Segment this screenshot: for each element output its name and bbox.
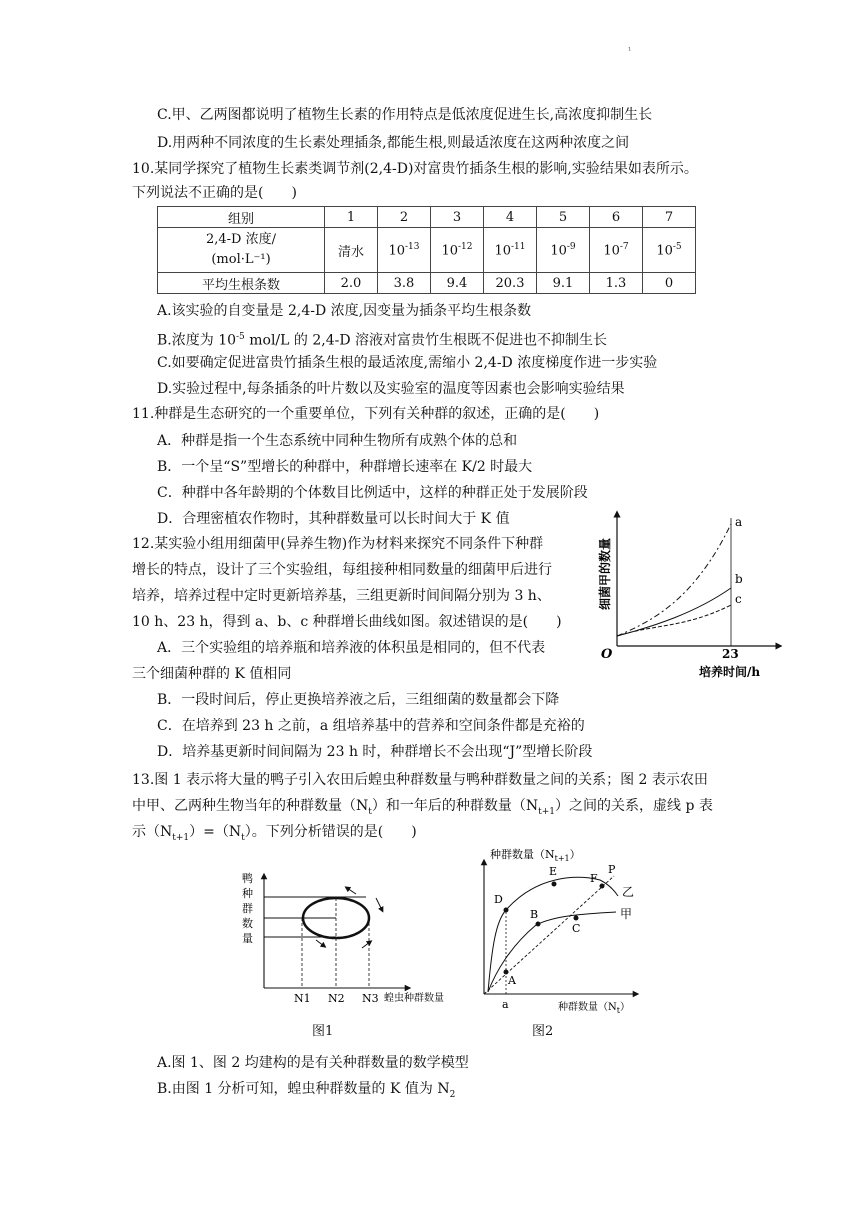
q12-growth-graph <box>595 508 785 683</box>
q13-stem-line3-c: ）=（N <box>189 824 242 840</box>
fig2-species-yi: 乙 <box>622 885 635 899</box>
q12-stem-line2: 增长的特点，设计了三个实验组，每组接种相同数量的细菌甲后进行 <box>132 562 552 578</box>
table-cell <box>537 228 590 273</box>
q10-results-table <box>157 206 696 294</box>
fig1-ylabel-char: 种 <box>242 887 253 900</box>
fig2-label-d: D <box>494 893 503 906</box>
q10-stem-line1: 10.某同学探究了植物生长素类调节剂(2,4-D)对富贵竹插条生根的影响,实验结果如表所示。 <box>132 161 698 177</box>
fig2-point-c <box>574 916 579 921</box>
table-cell: 9.1 <box>537 273 590 294</box>
q12-option-a-line1: A．三个实验组的培养瓶和培养液的体积虽是相同的，但不代表 <box>157 640 546 656</box>
fig2-label-p: P <box>608 863 616 876</box>
q13-stem-line3-d: t <box>241 832 245 843</box>
q12-option-c: C．在培养到 23 h 之前，a 组培养基中的营养和空间条件都是充裕的 <box>157 718 585 734</box>
q10-option-a: A.该实验的自变量是 2,4-D 浓度,因变量为插条平均生根条数 <box>157 303 532 319</box>
q13-option-b <box>157 1079 455 1105</box>
q13-option-b-sub: 2 <box>449 1089 456 1100</box>
q13-stem-line1: 13.图 1 表示将大量的鸭子引入农田后蝗虫种群数量与鸭种群数量之间的关系；图 2 表示农田 <box>132 772 708 788</box>
arrow-icon <box>316 940 324 946</box>
q12-option-d: D．培养基更新时间间隔为 23 h 时，种群增长不会出现“J”型增长阶段 <box>157 744 593 760</box>
q9-option-c: C.甲、乙两图都说明了植物生长素的作用特点是低浓度促进生长,高浓度抑制生长 <box>157 107 653 123</box>
curve-a <box>617 524 731 636</box>
q13-stem-line2 <box>132 796 713 822</box>
q10-stem-line2: 下列说法不正确的是( ) <box>132 185 297 201</box>
q10-option-b-exp: -5 <box>236 332 245 342</box>
conc-label-line2: (mol·L⁻¹) <box>211 252 271 267</box>
fig2-caption: 图2 <box>532 1024 554 1039</box>
q11-option-d: D．合理密植农作物时，其种群数量可以长时间大于 K 值 <box>157 511 510 527</box>
arrow-icon <box>347 888 356 894</box>
table-row <box>158 207 696 228</box>
conc-base: 10 <box>550 243 567 259</box>
table-cell <box>590 228 643 273</box>
conc-exp: -13 <box>405 241 420 252</box>
curve-b-label: b <box>735 572 743 586</box>
q13-stem-line3 <box>132 822 417 848</box>
curve-a-label: a <box>735 515 743 529</box>
q13-option-b-text: B.由图 1 分析可知，蝗虫种群数量的 K 值为 N <box>157 1081 450 1097</box>
conc-base: 10 <box>441 243 459 259</box>
q13-stem-line3-a: 示（N <box>132 824 173 840</box>
q12-stem-line3: 培养，培养过程中定时更新培养基，三组更新时间间隔分别为 3 h、 <box>132 588 551 604</box>
table-cell: 7 <box>643 207 696 228</box>
table-cell: 4 <box>484 207 537 228</box>
fig2-label-f: F <box>590 872 598 885</box>
table-cell: 2.0 <box>325 273 378 294</box>
table-cell: 0 <box>643 273 696 294</box>
table-cell <box>378 228 431 273</box>
q11-option-a: A．种群是指一个生态系统中同种生物所有成熟个体的总和 <box>157 433 518 449</box>
q11-option-c: C．种群中各年龄期的个体数目比例适中，这样的种群正处于发展阶段 <box>157 485 588 501</box>
table-cell: 2 <box>378 207 431 228</box>
conc-base: 10 <box>388 243 406 259</box>
q13-stem-line3-e: ）。下列分析错误的是( ) <box>244 824 417 840</box>
fig2-x-axis-label: 种群数量$(N_t)$ <box>558 1002 630 1015</box>
fig2-point-e <box>552 882 557 887</box>
q13-figure-2 <box>476 846 646 1018</box>
fig1-ylabel-char: 群 <box>242 902 253 915</box>
q12-stem-line4: 10 h、23 h，得到 a、b、c 种群增长曲线如图。叙述错误的是( ) <box>132 614 562 630</box>
table-cell: 3 <box>431 207 484 228</box>
table-cell: 1.3 <box>590 273 643 294</box>
fig2-tick-a: a <box>502 998 509 1011</box>
fig2-label-b: B <box>530 908 539 921</box>
table-cell: 组别 <box>158 207 325 228</box>
q10-option-b-post: mol/L 的 2,4-D 溶液对富贵竹生根既不促进也不抑制生长 <box>244 332 608 349</box>
fig1-n3-label: N3 <box>362 992 379 1005</box>
conc-base: 10 <box>494 243 512 259</box>
q13-figure-1 <box>238 870 452 1010</box>
table-cell: 清水 <box>325 228 378 273</box>
fig1-n1-label: N1 <box>294 992 311 1005</box>
page-mark: ¹ <box>628 46 632 55</box>
table-cell <box>431 228 484 273</box>
curve-c-label: c <box>735 592 742 606</box>
conc-exp: -5 <box>672 241 682 252</box>
table-cell: 1 <box>325 207 378 228</box>
q11-option-b: B．一个呈“S”型增长的种群中，种群增长速率在 K/2 时最大 <box>157 459 533 475</box>
conc-exp: -12 <box>458 241 473 252</box>
q13-option-a: A.图 1、图 2 均建构的是有关种群数量的数学模型 <box>157 1055 469 1071</box>
q12-option-b: B．一段时间后，停止更换培养液之后，三组细菌的数量都会下降 <box>157 692 560 708</box>
fig1-x-axis-label: 蝗虫种群数量 <box>384 993 444 1004</box>
fig1-n2-label: N2 <box>328 992 345 1005</box>
fig1-ylabel-char: 鸭 <box>242 872 253 885</box>
fig2-label-e: E <box>549 865 558 878</box>
table-cell: 平均生根条数 <box>158 273 325 294</box>
fig1-ylabel-char: 数 <box>242 917 253 930</box>
conc-base: 10 <box>603 243 620 259</box>
fig2-point-d <box>504 908 509 913</box>
arrow-icon <box>376 898 382 910</box>
table-cell <box>484 228 537 273</box>
table-cell <box>158 228 325 273</box>
q13-stem-line2-a: 中甲、乙两种生物当年的种群数量（N <box>132 798 369 814</box>
x-axis-label: 培养时间/h <box>699 665 761 679</box>
fig2-line-p <box>484 876 614 994</box>
q10-option-c: C.如要确定促进富贵竹插条生根的最适浓度,需缩小 2,4-D 浓度梯度作进一步实验 <box>157 355 658 371</box>
table-row <box>158 228 696 273</box>
q10-option-b-pre: B.浓度为 10 <box>157 332 237 349</box>
q10-option-d: D.实验过程中,每条插条的叶片数以及实验室的温度等因素也会影响实验结果 <box>157 381 625 397</box>
table-cell: 5 <box>537 207 590 228</box>
fig2-y-axis-label: 种群数量$(N_{t+1})$ <box>490 848 581 863</box>
fig2-point-b <box>536 922 541 927</box>
q13-stem-line2-e: ）之间的关系，虚线 p 表 <box>555 798 713 814</box>
q10-option-b <box>157 327 607 351</box>
table-row <box>158 273 696 294</box>
q13-stem-line2-d: t+1 <box>538 806 556 817</box>
table-cell: 9.4 <box>431 273 484 294</box>
table-cell: 3.8 <box>378 273 431 294</box>
fig1-caption: 图1 <box>312 1024 334 1039</box>
q12-stem-line1: 12.某实验小组用细菌甲(异养生物)作为材料来探究不同条件下种群 <box>132 536 544 552</box>
tick-23: 23 <box>722 647 739 661</box>
fig2-point-f <box>600 884 605 889</box>
table-cell: 20.3 <box>484 273 537 294</box>
q9-option-d: D.用两种不同浓度的生长素处理插条,都能生根,则最适浓度在这两种浓度之间 <box>157 135 630 151</box>
conc-exp: -7 <box>619 241 629 252</box>
fig1-ylabel-char: 量 <box>242 932 253 945</box>
table-cell: 6 <box>590 207 643 228</box>
conc-exp: -11 <box>511 241 526 252</box>
q13-stem-line3-b: t+1 <box>172 832 190 843</box>
q13-stem-line2-b: t <box>368 806 372 817</box>
q11-stem: 11.种群是生态研究的一个重要单位，下列有关种群的叙述，正确的是( ) <box>132 406 600 422</box>
origin-label: O <box>601 647 613 662</box>
q13-stem-line2-c: ）和一年后的种群数量（N <box>371 798 539 814</box>
conc-base: 10 <box>656 243 673 259</box>
fig2-label-c: C <box>572 922 581 935</box>
fig2-species-jia: 甲 <box>620 907 633 921</box>
q12-option-a-line2: 三个细菌种群的 K 值相同 <box>132 666 292 682</box>
table-cell <box>643 228 696 273</box>
y-axis-label: 细菌甲的数量 <box>598 537 612 610</box>
conc-label-line1: 2,4-D 浓度/ <box>205 232 276 247</box>
conc-exp: -9 <box>566 241 576 252</box>
fig2-label-a: A <box>508 974 516 987</box>
